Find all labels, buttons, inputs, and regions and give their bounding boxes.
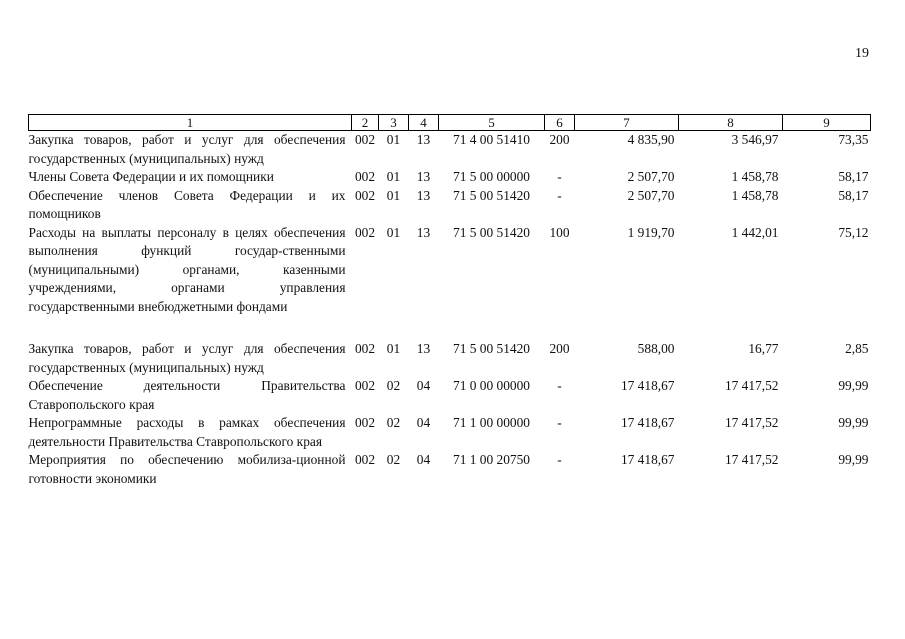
row-code: 002 [354,378,376,393]
row-type: - [557,378,562,393]
header-cell: 7 [575,115,679,131]
row-section: 01 [386,341,401,356]
row-name: Мероприятия по обеспечению мобилиза-ционной готовности экономики [28,452,346,486]
row-percent: 99,99 [838,452,869,467]
header-cell: 8 [679,115,783,131]
row-fact: 1 442,01 [731,224,779,240]
row-name: Закупка товаров, работ и услуг для обеспечения государственных (муниципальных) нужд [28,341,346,375]
table-row [29,131,871,169]
row-fact: 1 458,78 [731,169,779,184]
table-row [29,224,871,317]
row-section: 01 [386,132,401,147]
row-code: 002 [354,169,376,184]
row-code: 002 [354,187,376,203]
row-percent: 58,17 [838,187,869,203]
row-subsection: 04 [416,378,431,393]
header-cell: 3 [379,115,409,131]
row-fact: 17 417,52 [724,415,779,430]
row-name: Закупка товаров, работ и услуг для обеспечения государственных (муниципальных) нужд [28,132,346,166]
table-row [29,340,871,377]
row-type: - [557,452,562,467]
row-target: 71 5 00 00000 [453,169,530,184]
row-plan: 1 919,70 [627,224,675,240]
row-plan: 17 418,67 [620,378,675,393]
row-fact: 17 417,52 [724,452,779,467]
row-percent: 58,17 [838,169,869,184]
row-section: 02 [386,415,401,430]
row-target: 71 5 00 51420 [453,187,530,203]
row-fact: 17 417,52 [724,378,779,393]
row-target: 71 1 00 20750 [453,452,530,467]
row-percent: 99,99 [838,415,869,430]
row-plan: 17 418,67 [620,415,675,430]
row-target: 71 5 00 51420 [453,341,530,356]
header-row [29,115,871,131]
header-cell: 2 [352,115,379,131]
row-percent: 99,99 [838,378,869,393]
row-name: Расходы на выплаты персоналу в целях обеспечения выполнения функций государ-ственными (муниципальными) органами, казенными учреждениями, органами управления государственными внебюджетными фондами [28,224,346,314]
header-cell: 9 [783,115,871,131]
row-section: 01 [386,224,401,240]
row-section: 01 [386,169,401,184]
row-name: Члены Совета Федерации и их помощники [28,169,274,184]
header-cell: 1 [29,115,352,131]
table-row [29,414,871,451]
row-target: 71 0 00 00000 [453,378,530,393]
row-percent: 2,85 [845,341,869,356]
row-subsection: 13 [416,187,431,203]
row-plan: 588,00 [637,341,675,356]
row-target: 71 5 00 51420 [453,224,530,240]
row-section: 02 [386,452,401,467]
row-subsection: 13 [416,341,431,356]
row-code: 002 [354,341,376,356]
row-subsection: 13 [416,132,431,147]
row-fact: 16,77 [748,341,779,356]
header-cell: 5 [439,115,545,131]
row-fact: 1 458,78 [731,187,779,203]
row-plan: 17 418,67 [620,452,675,467]
row-subsection: 13 [416,169,431,184]
row-type: 100 [549,224,570,240]
table-spacer [29,316,871,340]
row-plan: 4 835,90 [627,132,675,147]
row-percent: 73,35 [838,132,869,147]
row-code: 002 [354,224,376,240]
header-cell: 6 [545,115,575,131]
table-row [29,451,871,488]
table-header [29,115,871,131]
row-section: 01 [386,187,401,203]
row-plan: 2 507,70 [627,187,675,203]
row-type: - [557,415,562,430]
row-type: 200 [549,341,570,356]
row-type: - [557,187,562,203]
row-target: 71 4 00 51410 [453,132,530,147]
row-plan: 2 507,70 [627,169,675,184]
row-code: 002 [354,132,376,147]
row-subsection: 04 [416,452,431,467]
table-row [29,187,871,224]
row-code: 002 [354,452,376,467]
row-fact: 3 546,97 [731,132,779,147]
row-section: 02 [386,378,401,393]
row-subsection: 04 [416,415,431,430]
row-percent: 75,12 [838,224,869,240]
row-name: Обеспечение членов Совета Федерации и их помощников [28,187,346,221]
table-row [29,377,871,414]
row-type: 200 [549,132,570,147]
row-subsection: 13 [416,224,431,240]
header-cell: 4 [409,115,439,131]
page-number: 19 [855,46,869,61]
row-type: - [557,169,562,184]
row-name: Обеспечение деятельности Правительства Ставропольского края [28,378,346,412]
table-row [29,168,871,187]
row-name: Непрограммные расходы в рамках обеспечения деятельности Правительства Ставропольского края [28,415,346,449]
row-target: 71 1 00 00000 [453,415,530,430]
row-code: 002 [354,415,376,430]
budget-table [28,114,871,488]
